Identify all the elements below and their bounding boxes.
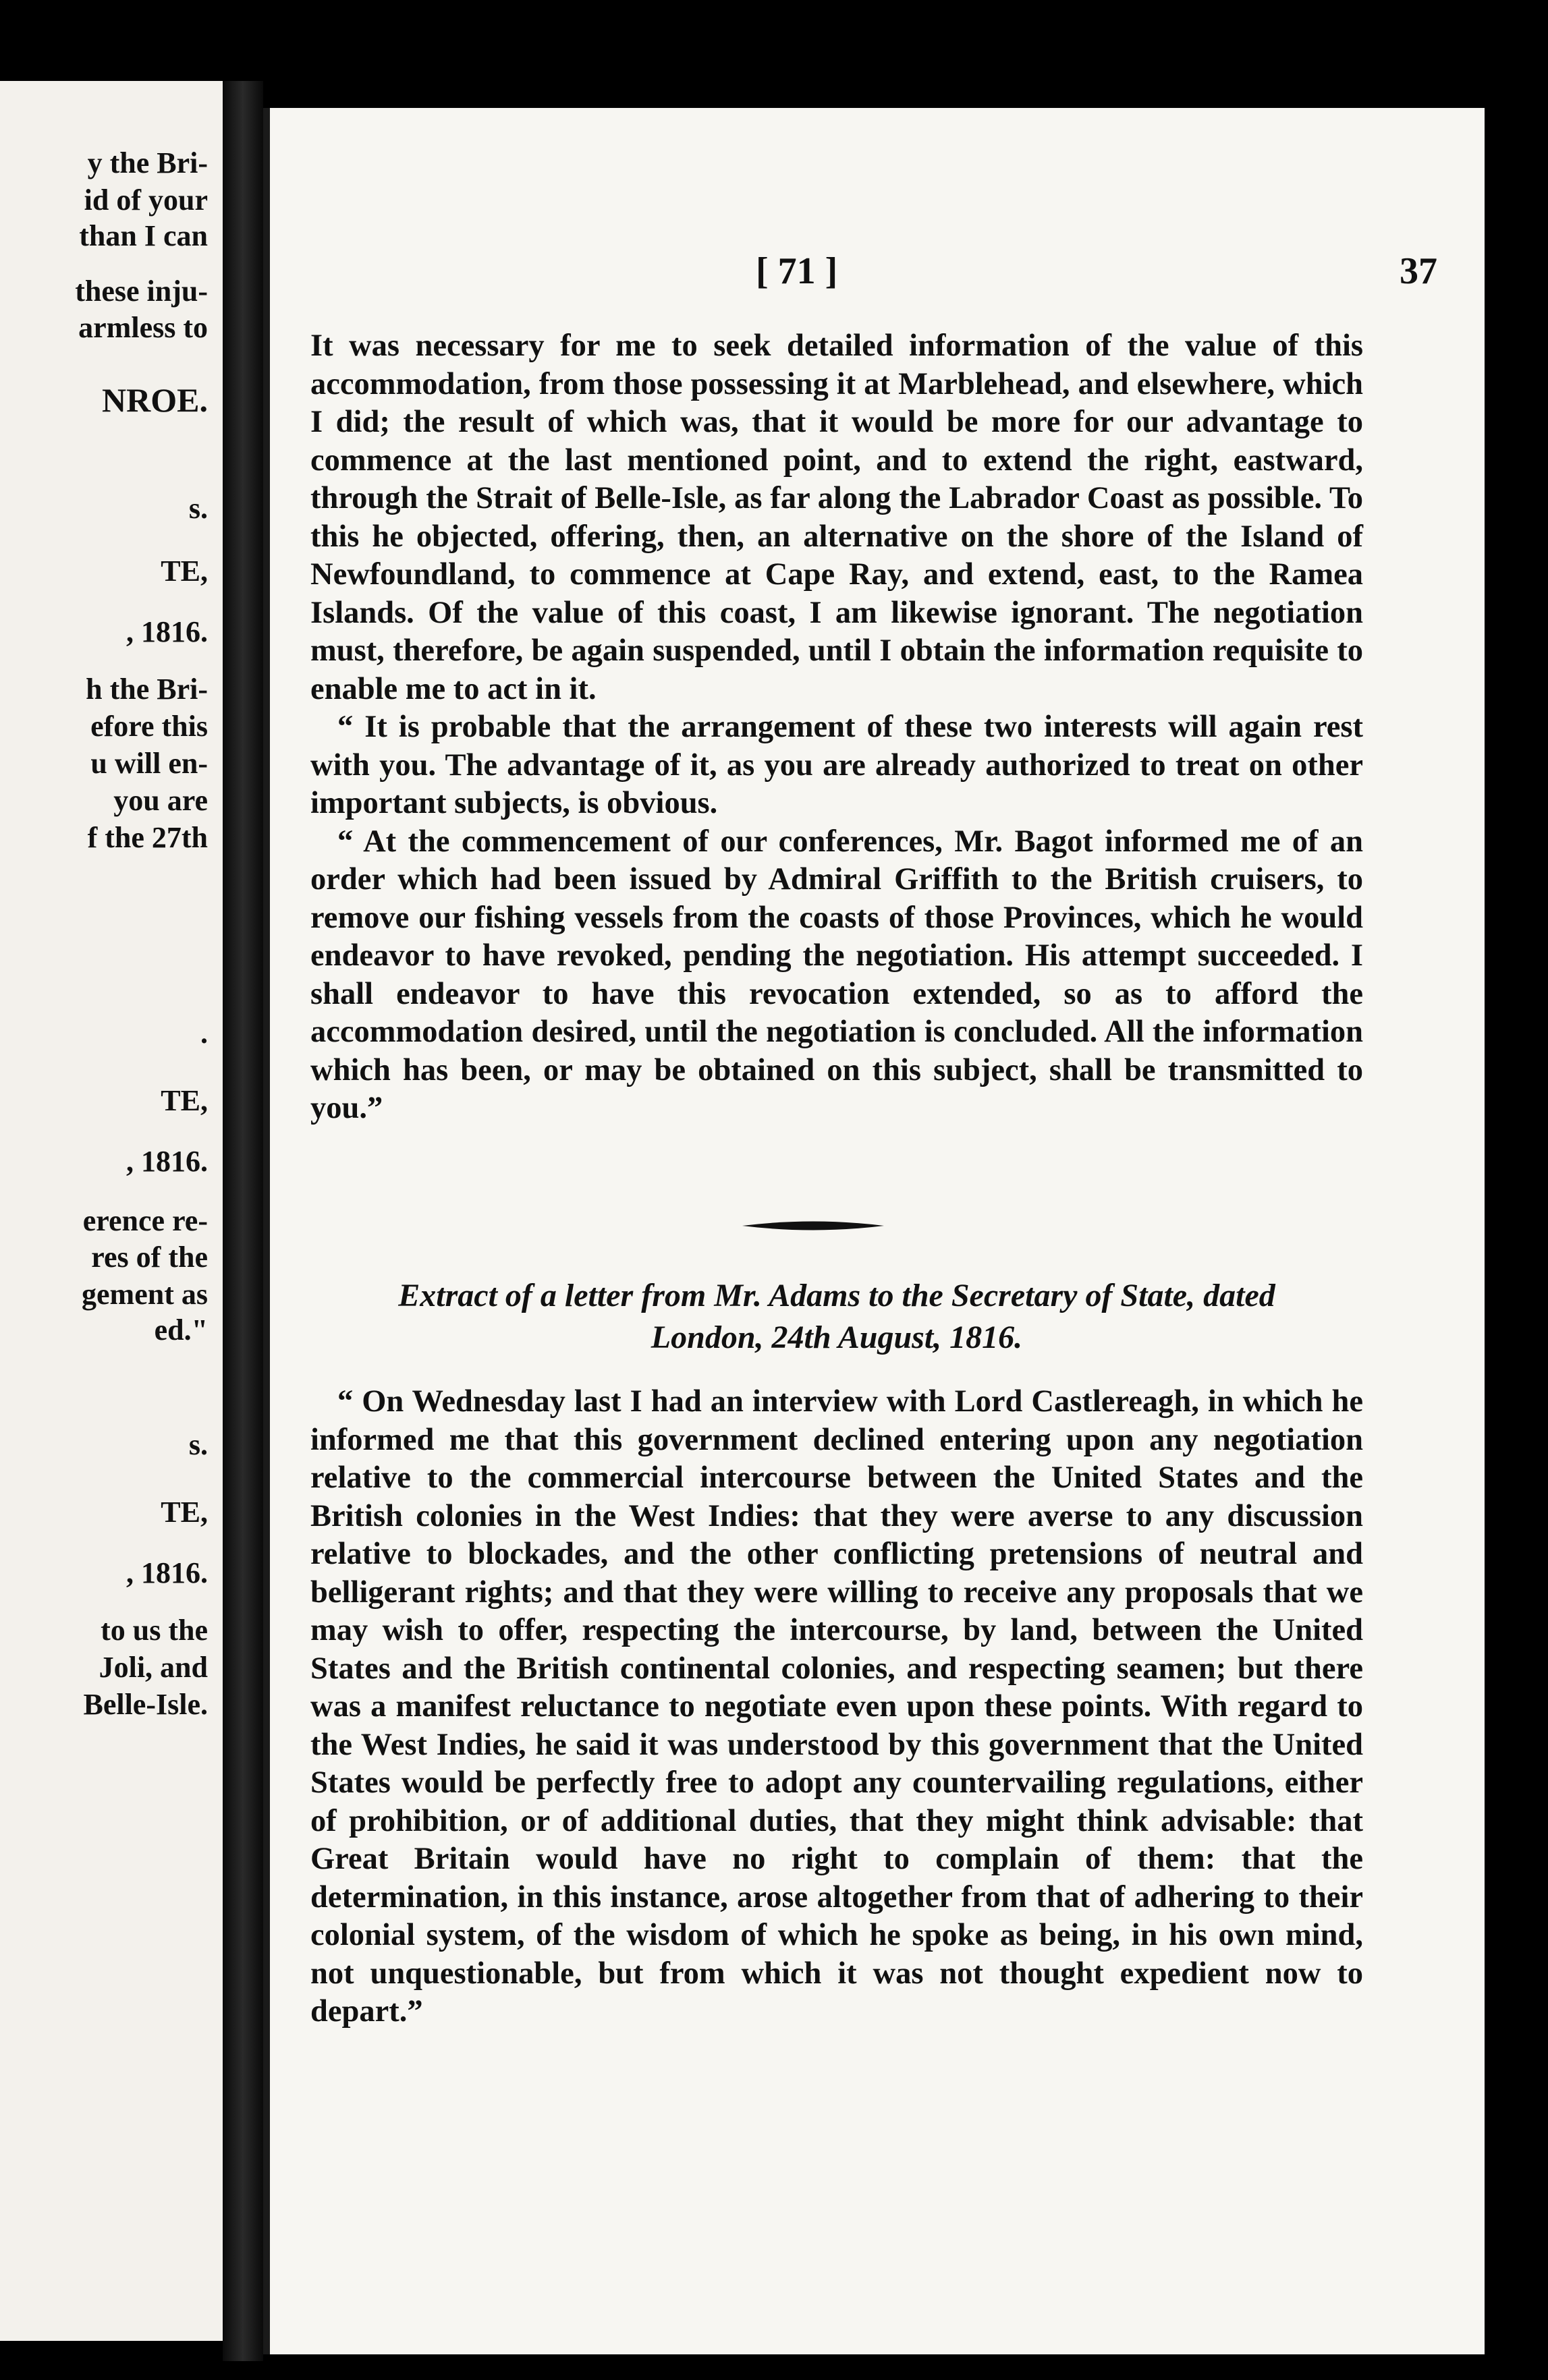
section-divider-ornament bbox=[742, 1218, 884, 1233]
right-page bbox=[263, 108, 1485, 2354]
body-paragraph: It was necessary for me to seek detailed information of the value of this accommodation, from those possessing it at Marblehead, and elsewhere, which I did; the result of which was, that it would be more for our advantage to commence at the last mentioned point, and to extend the right, eastward, through the Strait of Belle-Isle, as far along the Labrador Coast as possible. To this he objected, offering, then, an alternative on the shore of the Island of Newfoundland, to commence at Cape Ray, and extend, east, to the Ramea Islands. Of the value of this coast, I am likewise ignorant. The negotiation must, therefore, be again suspended, until I obtain the information requisite to enable me to act in it. bbox=[310, 329, 1363, 706]
left-page-line: s. bbox=[188, 492, 208, 525]
left-page-line: res of the bbox=[91, 1241, 208, 1274]
left-page-line: . bbox=[200, 1017, 208, 1050]
left-page-line: these inju- bbox=[75, 275, 208, 308]
extract-paragraph: “ On Wednesday last I had an interview with Lord Castlereagh, in which he informed me that this government declined entering upon any negotiation relative to the commercial intercourse between the United States and the British colonies in the West Indies: that they were averse to any discussion relative to blockades, and the other conflicting pretensions of neutral and belligerant rights; and that they were willing to receive any proposals that we may wish to offer, respecting the intercourse, by land, between the United States and the British continental colonies, and respecting seamen; but there was a manifest reluctance to negotiate even upon these points. With regard to the West Indies, he said it was understood by this government that the United States would be perfectly free to adopt any countervailing regulations, either of prohibition, or of additional duties, that they might think advisable: that Great Britain would have no right to complain of them: that the determination, in this instance, arose altogether from that of adhering to their colonial system, of the wisdom of which he spoke as being, in his own mind, not unquestionable, but from which it was not thought expedient now to depart.” bbox=[310, 1384, 1363, 2029]
extract-body bbox=[310, 1383, 1363, 2031]
left-page-line: you are bbox=[113, 784, 208, 817]
book-gutter bbox=[223, 81, 263, 2361]
extract-heading bbox=[310, 1275, 1363, 1359]
left-page-line: f the 27th bbox=[87, 821, 208, 854]
left-page-line: Joli, and bbox=[99, 1651, 208, 1684]
left-page-line: id of your bbox=[84, 183, 208, 217]
left-page-line: ed." bbox=[154, 1313, 208, 1347]
letter-body bbox=[310, 327, 1363, 1128]
page-bracket-number: [ 71 ] bbox=[756, 250, 838, 292]
left-page-line: Belle-Isle. bbox=[83, 1688, 208, 1721]
left-page-line: y the Bri- bbox=[87, 146, 208, 179]
left-page-line: to us the bbox=[101, 1614, 208, 1647]
left-page-line: , 1816. bbox=[126, 1145, 208, 1178]
left-page-line: TE, bbox=[161, 1496, 208, 1529]
left-page-line: , 1816. bbox=[126, 615, 208, 648]
left-page-line: armless to bbox=[78, 311, 208, 344]
body-paragraph: “ It is probable that the arrangement of these two interests will again rest with you. The advantage of it, as you are already authorized to treat on other important subjects, is obvious. bbox=[310, 710, 1363, 820]
left-page-line: s. bbox=[188, 1428, 208, 1461]
body-paragraph: “ At the commencement of our conferences, Mr. Bagot informed me of an order which had been issued by Admiral Griffith to the British cruisers, to remove our fishing vessels from the coasts of those Provinces, which he would endeavor to have revoked, pending the negotiation. His attempt succeeded. I shall endeavor to have this revocation extended, so as to afford the accommodation desired, until the negotiation is concluded. All the information which has been, or may be obtained on this subject, shall be transmitted to you.” bbox=[310, 824, 1363, 1125]
left-page-line: u will en- bbox=[90, 747, 208, 780]
left-facing-page bbox=[0, 81, 227, 2341]
extract-heading-line: London, 24th August, 1816. bbox=[651, 1320, 1023, 1355]
left-page-line: , 1816. bbox=[126, 1556, 208, 1589]
extract-heading-line: Extract of a letter from Mr. Adams to the Secretary of State, dated bbox=[398, 1278, 1275, 1313]
left-page-line: NROE. bbox=[102, 381, 208, 419]
page-header bbox=[270, 250, 1485, 290]
page-number: 37 bbox=[1400, 250, 1437, 292]
left-page-line: efore this bbox=[90, 710, 208, 743]
left-page-line: gement as bbox=[82, 1278, 208, 1311]
left-page-line: TE, bbox=[161, 555, 208, 588]
left-page-line: erence re- bbox=[82, 1204, 208, 1237]
left-page-line: TE, bbox=[161, 1084, 208, 1117]
left-page-line: h the Bri- bbox=[86, 673, 208, 706]
left-page-line: than I can bbox=[79, 219, 208, 252]
